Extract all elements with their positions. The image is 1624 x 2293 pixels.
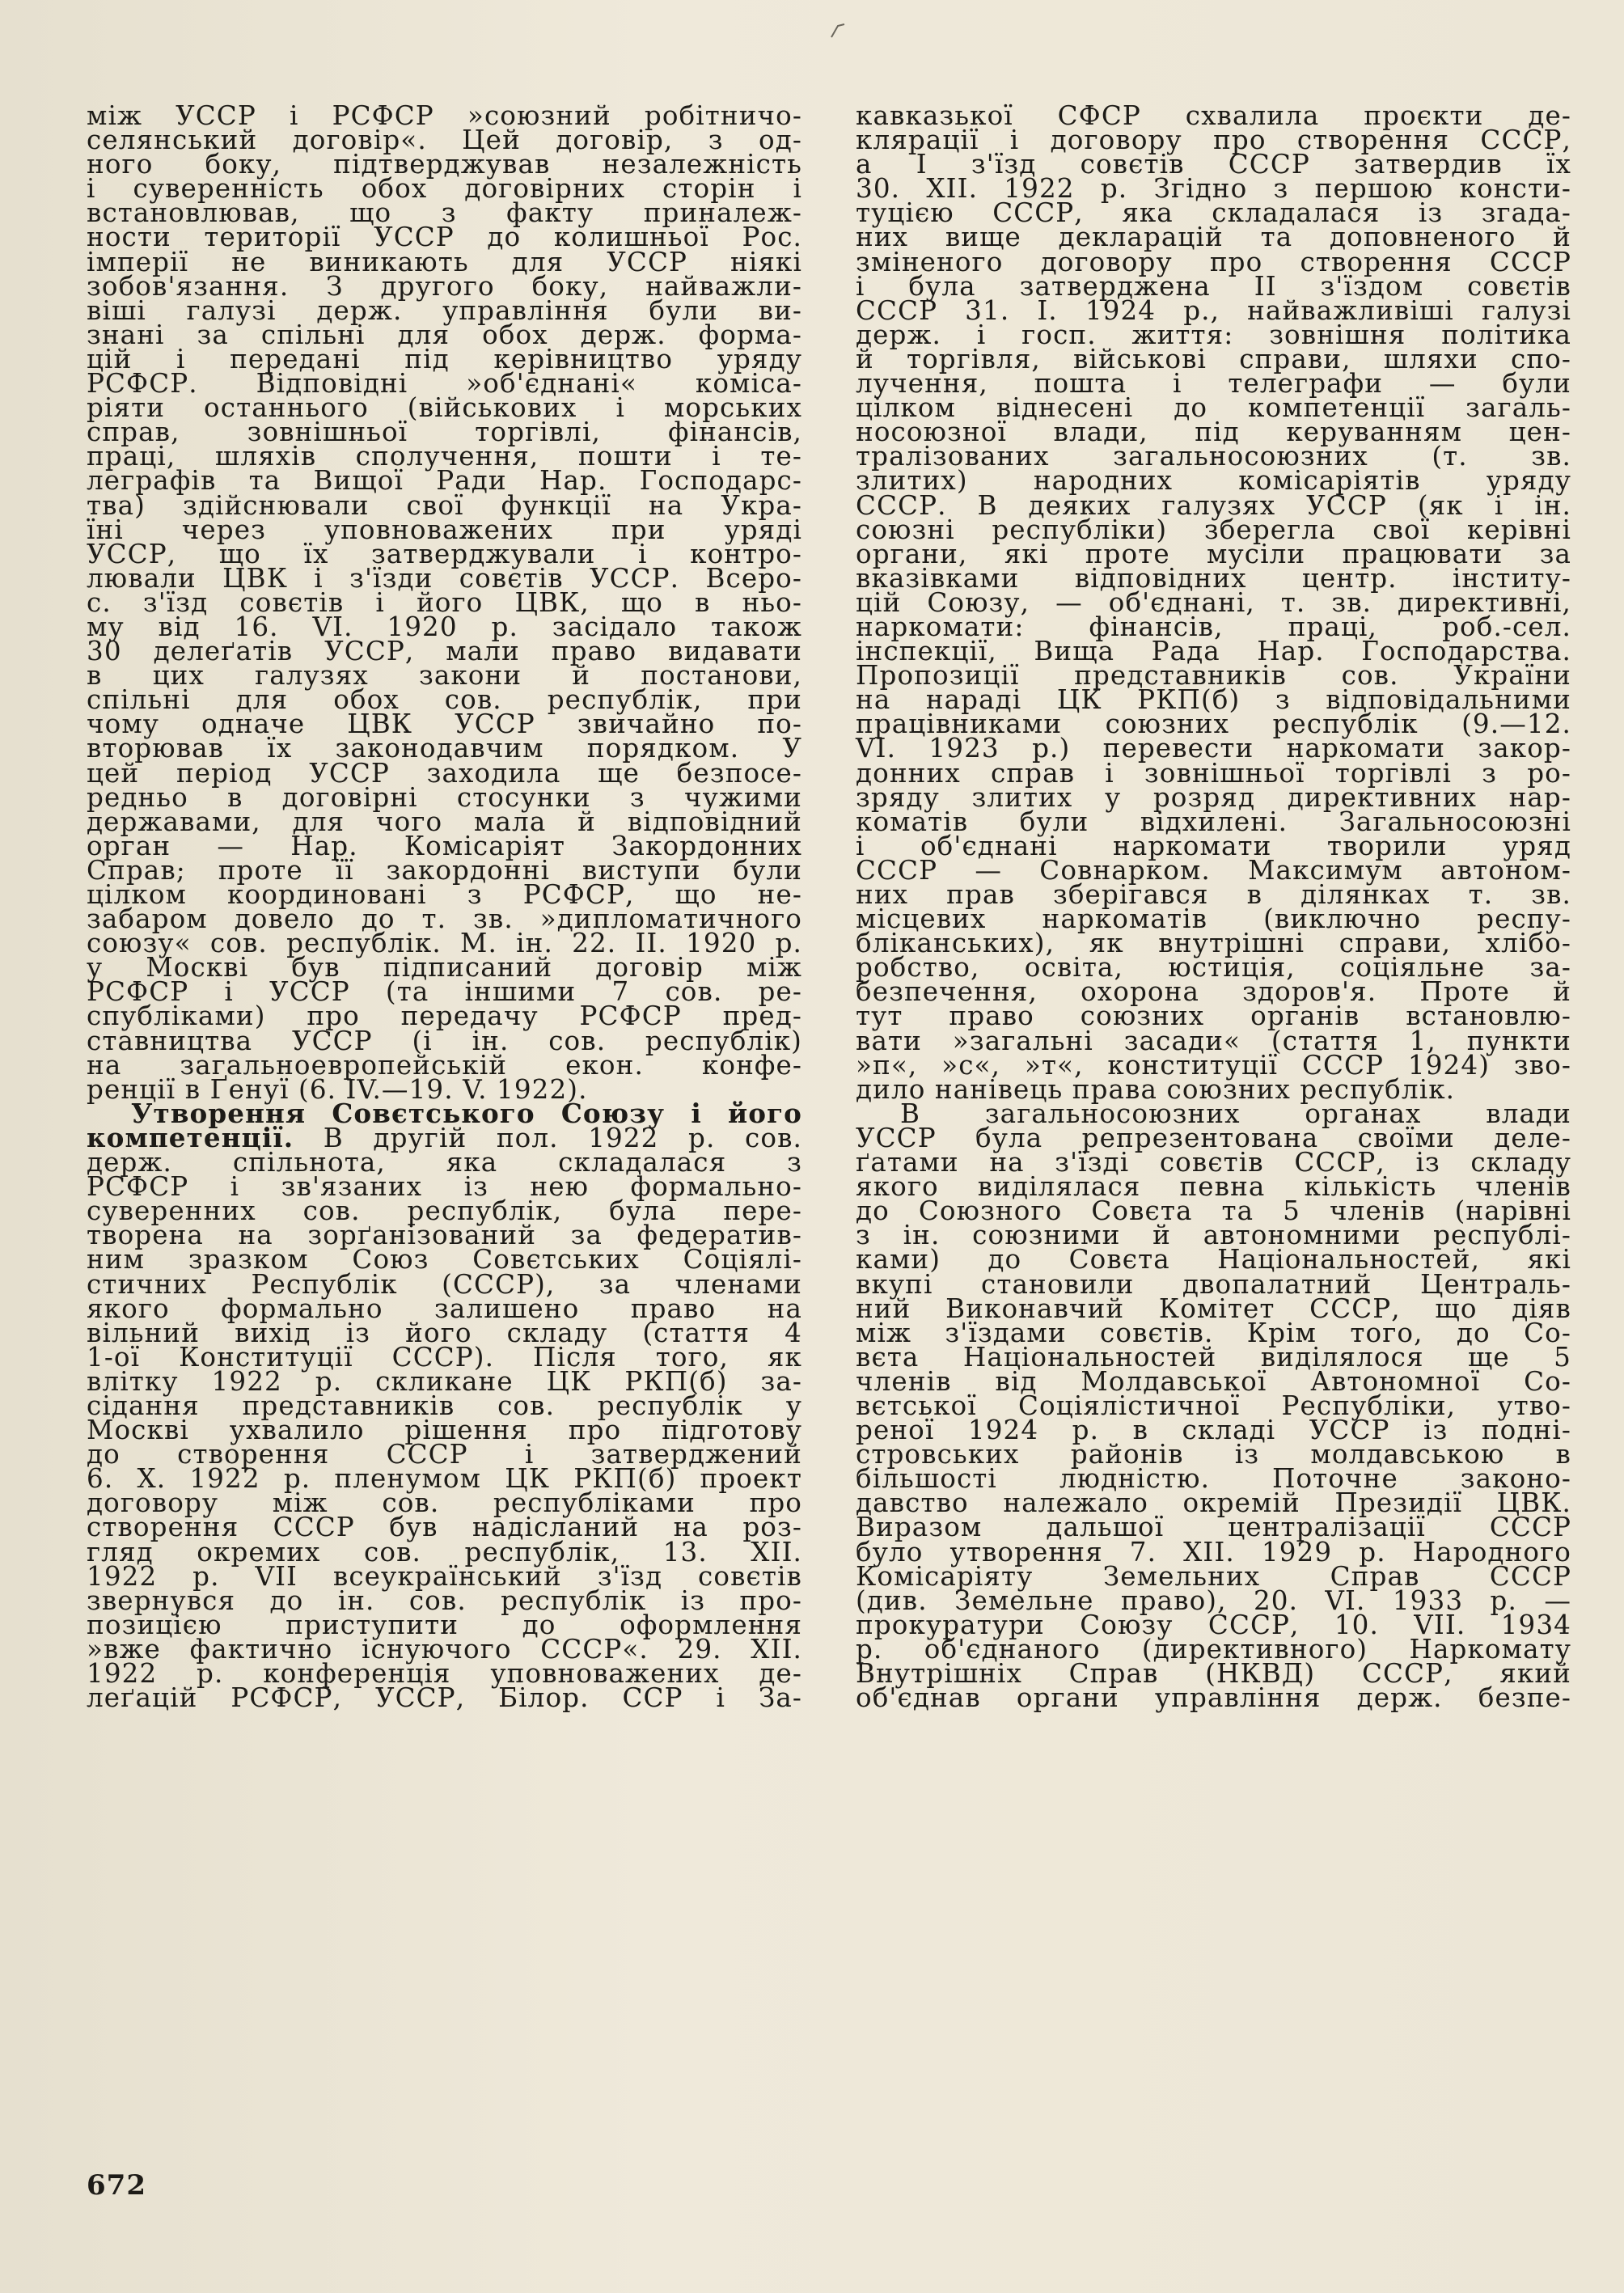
text-line: »п«, »с«, »т«, конституції СССР 1924) зво- [856, 1049, 1571, 1081]
text-line: Пропозиції представників сов. України [856, 660, 1571, 692]
text-line: творена на зорґанізований за федератив- [87, 1220, 802, 1251]
text-line: вєтської Соціялістичної Республіки, утво- [856, 1390, 1571, 1421]
text-line: коматів були відхилені. Загальносоюзні [856, 806, 1571, 837]
text-line: лучення, пошта і телеграфи — були [856, 368, 1571, 400]
text-line: державами, для чого мала й відповідний [87, 806, 802, 837]
text-line: цей період УССР заходила ще безпосе- [87, 757, 802, 789]
text-line: держ. і госп. життя: зовнішня політика [856, 319, 1571, 350]
text-line: бліканських), як внутрішні справи, хлібо- [856, 928, 1571, 959]
text-line: їні через уповноважених при уряді [87, 514, 802, 545]
text-line: стичних Республік (СССР), за членами [87, 1268, 802, 1300]
text-line: в цих галузях закони й постанови, [87, 660, 802, 692]
text-line: об'єднав органи управління держ. безпе- [856, 1682, 1571, 1714]
text-line: у Москві був підписаний договір між [87, 952, 802, 984]
text-line: союзні республіки) зберегла свої керівні [856, 514, 1571, 545]
text-line: якого виділялася певна кількість членів [856, 1171, 1571, 1203]
text-line: створення СССР був надісланий на роз- [87, 1512, 802, 1543]
paragraph [856, 100, 1571, 1105]
text-line: 30 делеґатів УССР, мали право видавати [87, 636, 802, 667]
text-line: 1922 р. VII всеукраїнський з'їзд совєтів [87, 1560, 802, 1592]
text-line: РСФСР. Відповідні »об'єднані« коміса- [87, 368, 802, 400]
text-line: спільні для обох сов. республік, при [87, 684, 802, 716]
text-line: влітку 1922 р. скликане ЦК РКП(б) за- [87, 1365, 802, 1397]
text-line: держ. спільнота, яка складалася з [87, 1147, 802, 1178]
text-line: вказівками відповідних центр. інститу- [856, 562, 1571, 594]
text-line: і була затверджена II з'їздом совєтів [856, 270, 1571, 302]
text-line: вільний вихід із його складу (стаття 4 [87, 1317, 802, 1348]
text-line: спубліками) про передачу РСФСР пред- [87, 1001, 802, 1032]
text-line: вєта Національностей виділялося ще 5 [856, 1341, 1571, 1373]
text-line: СССР 31. I. 1924 р., найважливіші галузі [856, 294, 1571, 326]
text-line: донних справ і зовнішньої торгівлі з ро- [856, 757, 1571, 789]
text-line: РСФСР і УССР (та іншими 7 сов. ре- [87, 976, 802, 1008]
text-line: ками) до Совєта Національностей, які [856, 1244, 1571, 1276]
text-line: до Союзного Совєта та 5 членів (нарівні [856, 1195, 1571, 1227]
text-line: Виразом дальшої централізації СССР [856, 1512, 1571, 1543]
text-line: було утворення 7. XII. 1929 р. Народного [856, 1536, 1571, 1567]
text-line: зобов'язання. З другого боку, найважли- [87, 270, 802, 302]
text-line: них прав зберігався в ділянках т. зв. [856, 879, 1571, 910]
page-number: 672 [87, 2169, 146, 2202]
text-line: гляд окремих сов. республік, 13. XII. [87, 1536, 802, 1567]
text-line: стровських районів із молдавською в [856, 1439, 1571, 1470]
text-line: забаром довело до т. зв. »дипломатичного [87, 903, 802, 935]
left-column [87, 100, 802, 1714]
text-line: 1922 р. конференція уповноважених де- [87, 1658, 802, 1689]
text-line: Справ; проте її закордонні виступи були [87, 854, 802, 886]
text-line: справ, зовнішньої торгівлі, фінансів, [87, 417, 802, 448]
text-line: праці, шляхів сполучення, пошти і те- [87, 441, 802, 472]
text-line: них вище декларацій та доповненого й [856, 222, 1571, 253]
text-line: РСФСР і зв'язаних із нею формально- [87, 1171, 802, 1203]
text-line: ним зразком Союз Совєтських Соціялі- [87, 1244, 802, 1276]
text-line: органи, які проте мусіли працювати за [856, 538, 1571, 569]
text-line: лювали ЦВК і з'їзди совєтів УССР. Всеро- [87, 562, 802, 594]
paragraph [856, 1098, 1571, 1714]
text-line: суверенних сов. республік, була пере- [87, 1195, 802, 1227]
text-line: до створення СССР і затверджений [87, 1439, 802, 1470]
text-line: ний Виконавчий Комітет СССР, що діяв [856, 1292, 1571, 1324]
text-line: цілком віднесені до компетенції загаль- [856, 392, 1571, 424]
text-line: зміненого договору про створення СССР [856, 246, 1571, 277]
text-line: ґатами на з'їзді совєтів СССР, із складу [856, 1147, 1571, 1178]
text-line: встановлював, що з факту приналеж- [87, 197, 802, 229]
text-line: тут право союзних органів встановлю- [856, 1001, 1571, 1032]
text-line: дило нанівець права союзних республік. [856, 1073, 1456, 1105]
text-line: злитих) народних комісаріятів уряду [856, 465, 1571, 497]
text-line: УССР, що їх затверджували і контро- [87, 538, 802, 569]
text-line: якого формально залишено право на [87, 1292, 802, 1324]
text-line: »вже фактично існуючого СССР«. 29. XII. [87, 1633, 802, 1665]
text-line: 1-ої Конституції СССР). Після того, як [87, 1341, 802, 1373]
text-line: знані за спільні для обох держ. форма- [87, 319, 802, 350]
paragraph [87, 100, 802, 1105]
text-line: (див. Земельне право), 20. VI. 1933 р. — [856, 1584, 1571, 1616]
text-line: с. з'їзд совєтів і його ЦВК, що в ньо- [87, 586, 802, 618]
text-line: компетенції. В другій пол. 1922 р. сов. [87, 1121, 802, 1153]
text-line: членів від Молдавської Автономної Со- [856, 1365, 1571, 1397]
text-line: ного боку, підтверджував незалежність [87, 149, 802, 180]
text-line: леграфів та Вищої Ради Нар. Господарс- [87, 465, 802, 497]
text-line: зряду злитих у розряд директивних нар- [856, 781, 1571, 813]
text-line: 30. XII. 1922 р. Згідно з першою консти- [856, 173, 1571, 205]
text-line: з ін. союзними й автономними республі- [856, 1220, 1571, 1251]
text-line: селянський договір«. Цей договір, з од- [87, 125, 802, 156]
text-line: редньо в договірні стосунки з чужими [87, 781, 802, 813]
text-line: робство, освіта, юстиція, соціяльне за- [856, 952, 1571, 984]
text-line: позицією приступити до оформлення [87, 1609, 802, 1640]
text-line: безпечення, охорона здоров'я. Проте й [856, 976, 1571, 1008]
text-line: ренції в Ґенуї (6. IV.—19. V. 1922). [87, 1073, 588, 1105]
text-line: цій і передані під керівництво уряду [87, 343, 802, 374]
text-line: реної 1924 р. в складі УССР із подні- [856, 1415, 1571, 1446]
text-line: тралізованих загальносоюзних (т. зв. [856, 441, 1571, 472]
text-line: й торгівля, військові справи, шляхи спо- [856, 343, 1571, 374]
text-line: вати »загальні засади« (стаття 1, пункти [856, 1025, 1571, 1056]
text-line: кавказької СФСР схвалила проєкти де- [856, 100, 1571, 131]
text-line: більшості людністю. Поточне законо- [856, 1463, 1571, 1495]
text-line: вкупі становили двопалатний Централь- [856, 1268, 1571, 1300]
text-line: СССР. В деяких галузях УССР (як і ін. [856, 489, 1571, 521]
text-line: му від 16. VI. 1920 р. засідало також [87, 611, 802, 642]
text-line: вторював їх законодавчим порядком. У [87, 733, 802, 764]
text-line: імперії не виникають для УССР ніякі [87, 246, 802, 277]
text-line: прокуратури Союзу СССР, 10. VII. 1934 [856, 1609, 1571, 1640]
text-line: носоюзної влади, під керуванням цен- [856, 417, 1571, 448]
text-line: 6. X. 1922 р. пленумом ЦК РКП(б) проект [87, 1463, 802, 1495]
text-line: давство належало окремій Президії ЦВК. [856, 1487, 1571, 1519]
text-line: В загальносоюзних органах влади [900, 1098, 1571, 1129]
text-line: Внутрішніх Справ (НКВД) СССР, який [856, 1658, 1571, 1689]
text-line: чому одначе ЦВК УССР звичайно по- [87, 709, 802, 740]
text-line: Москві ухвалило рішення про підготову [87, 1415, 802, 1446]
text-line: на загальноевропейській екон. конфе- [87, 1049, 802, 1081]
text-line: працівниками союзних республік (9.—12. [856, 709, 1571, 740]
pencil-mark [827, 18, 851, 42]
text-line: УССР була репрезентована своїми деле- [856, 1122, 1571, 1153]
text-line: звернувся до ін. сов. республік із про- [87, 1584, 802, 1616]
text-line: а I з'їзд совєтів СССР затвердив їх [856, 149, 1571, 180]
text-line: орган — Нар. Комісаріят Закордонних [87, 830, 802, 861]
text-line: ріяти останнього (військових і морських [87, 392, 802, 424]
text-line: цілком координовані з РСФСР, що не- [87, 879, 802, 910]
text-line: наркомати: фінансів, праці, роб.-сел. [856, 611, 1571, 642]
text-line: інспекції, Вища Рада Нар. Господарства. [856, 636, 1571, 667]
right-column [856, 100, 1571, 1714]
text-line: Утворення Совєтського Союзу і його [131, 1097, 802, 1129]
text-line: віші галузі держ. управління були ви- [87, 294, 802, 326]
text-line: на нараді ЦК РКП(б) з відповідальними [856, 684, 1571, 716]
text-line: СССР — Совнарком. Максимум автоном- [856, 854, 1571, 886]
text-line: клярації і договору про створення СССР, [856, 125, 1571, 156]
text-line: ставництва УССР (і ін. сов. республік) [87, 1025, 802, 1056]
text-line: сідання представників сов. республік у [87, 1390, 802, 1421]
text-line: Комісаріяту Земельних Справ СССР [856, 1560, 1571, 1592]
text-line: договору між сов. республіками про [87, 1487, 802, 1519]
text-line: ности території УССР до колишньої Рос. [87, 222, 802, 253]
text-line: місцевих наркоматів (виключно респу- [856, 903, 1571, 935]
text-line: VI. 1923 р.) перевести наркомати закор- [856, 733, 1571, 764]
text-line: союзу« сов. республік. М. ін. 22. II. 1920 р. [87, 928, 802, 959]
text-line: цій Союзу, — об'єднані, т. зв. директивні, [856, 586, 1571, 618]
text-line: леґацій РСФСР, УССР, Білор. ССР і За- [87, 1682, 802, 1714]
text-line: і суверенність обох договірних сторін і [87, 173, 802, 205]
text-line: між з'їздами совєтів. Крім того, до Со- [856, 1317, 1571, 1348]
text-line: між УССР і РСФСР »союзний робітничо- [87, 100, 802, 131]
text-line: тва) здійснювали свої функції на Укра- [87, 489, 802, 521]
text-line: і об'єднані наркомати творили уряд [856, 830, 1571, 861]
text-line: р. об'єднаного (директивного) Наркомату [856, 1633, 1571, 1665]
paragraph [87, 1097, 802, 1714]
text-line: туцією СССР, яка складалася із згада- [856, 197, 1571, 229]
